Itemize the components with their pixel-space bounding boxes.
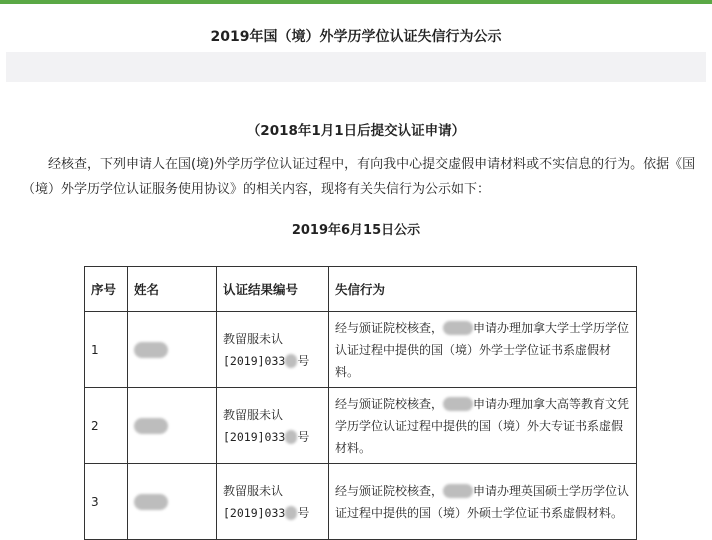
gray-divider-band bbox=[6, 52, 706, 82]
behavior-cell bbox=[329, 388, 637, 464]
header-no: 序号 bbox=[85, 267, 128, 312]
table-row bbox=[85, 388, 637, 464]
table-header-row bbox=[85, 267, 637, 312]
table-row bbox=[85, 464, 637, 540]
redacted-number bbox=[285, 430, 297, 444]
behavior-cell bbox=[329, 464, 637, 540]
cert-line2-prefix: [2019]033 bbox=[223, 505, 286, 520]
redacted-number bbox=[285, 506, 297, 520]
page-title: 2019年国（境）外学历学位认证失信行为公示 bbox=[210, 29, 502, 45]
cert-line1: 教留服未认 bbox=[223, 483, 284, 498]
row-number: 3 bbox=[85, 464, 128, 540]
behavior-text: 申请办理英国硕士学历学位认证过程中提供的国（境）外硕士学位证书系虚假材料。 bbox=[335, 483, 630, 520]
redacted-name bbox=[134, 494, 168, 510]
table-row bbox=[85, 312, 637, 388]
top-accent-bar bbox=[0, 0, 712, 4]
behavior-text: 申请办理加拿大高等教育文凭学历学位认证过程中提供的国（境）外大专证书系虚假材料。 bbox=[335, 396, 630, 455]
behavior-lead: 经与颁证院校核查， bbox=[335, 483, 444, 498]
redacted-name bbox=[134, 418, 168, 434]
row-number: 2 bbox=[85, 388, 128, 464]
page-subtitle: （2018年1月1日后提交认证申请） bbox=[246, 123, 466, 139]
header-cert-no: 认证结果编号 bbox=[217, 267, 329, 312]
cert-line2-prefix: [2019]033 bbox=[223, 429, 286, 444]
dishonesty-table bbox=[84, 266, 637, 540]
redacted-applicant bbox=[443, 484, 473, 498]
redacted-number bbox=[285, 354, 297, 368]
name-cell bbox=[128, 464, 217, 540]
cert-line2-suffix: 号 bbox=[297, 429, 310, 444]
redacted-name bbox=[134, 342, 168, 358]
cert-line2-suffix: 号 bbox=[297, 353, 310, 368]
row-number: 1 bbox=[85, 312, 128, 388]
behavior-text: 申请办理加拿大学士学历学位认证过程中提供的国（境）外学士学位证书系虚假材料。 bbox=[335, 320, 630, 379]
cert-line1: 教留服未认 bbox=[223, 331, 284, 346]
cert-number-cell bbox=[217, 388, 329, 464]
behavior-lead: 经与颁证院校核查， bbox=[335, 396, 444, 411]
cert-line2-suffix: 号 bbox=[297, 505, 310, 520]
behavior-cell bbox=[329, 312, 637, 388]
behavior-lead: 经与颁证院校核查， bbox=[335, 320, 444, 335]
cert-number-cell bbox=[217, 464, 329, 540]
redacted-applicant bbox=[443, 397, 473, 411]
cert-line2-prefix: [2019]033 bbox=[223, 353, 286, 368]
name-cell bbox=[128, 312, 217, 388]
name-cell bbox=[128, 388, 217, 464]
intro-paragraph: 经核查，下列申请人在国(境)外学历学位认证过程中，有向我中心提交虚假申请材料或不实信息的行为。依据《国（境）外学历学位认证服务使用协议》的相关内容，现将有关失信行为公示如下： bbox=[22, 157, 696, 197]
announcement-date: 2019年6月15日公示 bbox=[291, 223, 421, 238]
redacted-applicant bbox=[443, 321, 473, 335]
cert-number-cell bbox=[217, 312, 329, 388]
header-name: 姓名 bbox=[128, 267, 217, 312]
cert-line1: 教留服未认 bbox=[223, 407, 284, 422]
header-behavior: 失信行为 bbox=[329, 267, 637, 312]
